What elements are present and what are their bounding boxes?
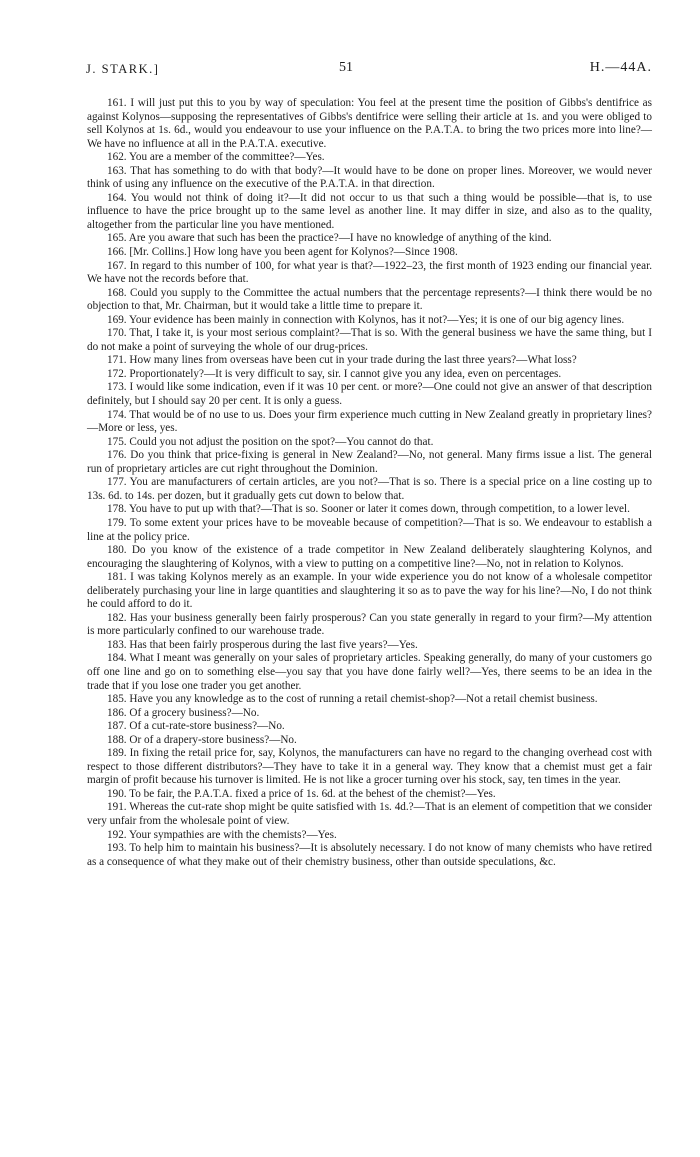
- paragraph-175: 175. Could you not adjust the position on the spot?—You cannot do that.: [107, 435, 434, 448]
- paragraph-192: 192. Your sympathies are with the chemists?—Yes.: [107, 828, 337, 841]
- paragraph-184: 184. What I meant was generally on your sales of proprietary articles. Speaking generally, do many of your customers go off one line and go on to something else—you say that you have done fairly well?—Yes, there seems to be an idea in the trade that if you lose one trader you get another.: [87, 652, 652, 692]
- paragraph-174: 174. That would be of no use to us. Does your firm experience much cutting in New Zealand greatly in proprietary lines?—More or less, yes.: [87, 408, 652, 435]
- paragraph-165: 165. Are you aware that such has been the practice?—I have no knowledge of anything of the kind.: [107, 232, 552, 245]
- paragraph-182: 182. Has your business generally been fairly prosperous? Can you state generally in regard to your firm?—My attention is more particularly confined to our warehouse trade.: [87, 611, 652, 638]
- paragraph-193: 193. To help him to maintain his business?—It is absolutely necessary. I do not know of many chemists who have retired as a consequence of what they make out of their chemistry business, other than outside speculations, &c.: [87, 842, 652, 868]
- paragraph-171: 171. How many lines from overseas have been cut in your trade during the last three years?—What loss?: [107, 354, 577, 367]
- paragraph-163: 163. That has something to do with that body?—It would have to be done on proper lines. Moreover, we would never think of using any influence on the executive of the P.A.T.A. in that direction.: [87, 164, 652, 191]
- paragraph-170: 170. That, I take it, is your most serious complaint?—That is so. With the general business we have the same thing, but I do not make a point of surveying the whole of our drug-prices.: [87, 327, 652, 353]
- evidence-text: [87, 97, 652, 869]
- paper-reference: H.—44A.: [589, 60, 652, 75]
- paragraph-179: 179. To some extent your prices have to be moveable because of competition?—That is so. We endeavour to establish a line at the policy price.: [87, 516, 652, 543]
- page-number: 51: [339, 60, 353, 75]
- paragraph-167: 167. In regard to this number of 100, for what year is that?—1922–23, the first month of 1923 ending our financial year. We have not the records before that.: [87, 259, 652, 286]
- paragraph-191: 191. Whereas the cut-rate shop might be quite satisfied with 1s. 4d.?—That is an element of competition that we consider very unfair from the wholesale point of view.: [87, 801, 652, 827]
- paragraph-162: 162. You are a member of the committee?—Yes.: [107, 151, 325, 164]
- paragraph-169: 169. Your evidence has been mainly in connection with Kolynos, has it not?—Yes; it is one of our big agency lines.: [107, 313, 625, 326]
- paragraph-173: 173. I would like some indication, even if it was 10 per cent. or more?—One could not give an answer of that description definitely, but I should say 20 per cent. It is only a guess.: [87, 381, 652, 408]
- paragraph-177: 177. You are manufacturers of certain articles, are you not?—That is so. There is a special price on a line costing up to 13s. 6d. to 14s. per dozen, but it gradually gets cut down to below that.: [87, 476, 652, 502]
- paragraph-166: 166. [Mr. Collins.] How long have you been agent for Kolynos?—Since 1908.: [107, 246, 458, 259]
- paragraph-181: 181. I was taking Kolynos merely as an example. In your wide experience you do not know of a wholesale competitor deliberately purchasing your line in large quantities and slaughtering it so as to pave the way for his line?—No, I do not think he could afford to do it.: [87, 571, 652, 611]
- paragraph-164: 164. You would not think of doing it?—It did not occur to us that such a thing would be possible—that is, to use influence to have the price brought up to the same level as another line. It may differ in size, and also as to the quality, altogether from the particular line you have mentioned.: [87, 191, 652, 231]
- paragraph-190: 190. To be fair, the P.A.T.A. fixed a price of 1s. 6d. at the behest of the chemist?—Yes.: [107, 787, 496, 800]
- paragraph-180: 180. Do you know of the existence of a trade competitor in New Zealand deliberately slaughtering Kolynos, and encouraging the slaughtering of Kolynos, with a view to putting on a competitive line?—No, not in relation to Kolynos.: [87, 544, 652, 570]
- paragraph-168: 168. Could you supply to the Committee the actual numbers that the percentage represents?—I think there would be no objection to that, Mr. Chairman, but it would take a little time to prepare it.: [87, 286, 652, 313]
- paragraph-185: 185. Have you any knowledge as to the cost of running a retail chemist-shop?—Not a retail chemist business.: [107, 693, 598, 706]
- header-witness: J. STARK.]: [86, 62, 160, 76]
- paragraph-189: 189. In fixing the retail price for, say, Kolynos, the manufacturers can have no regard to the changing overhead cost with respect to those different distributors?—They have to take it in a general way. They know that a chemist must get a fair margin of profit because his turnover is limited. He is not like a grocer turning over his stock, say, ten times in the year.: [87, 747, 652, 787]
- paragraph-178: 178. You have to put up with that?—That is so. Sooner or later it comes down, through competition, to a lower level.: [107, 503, 630, 516]
- paragraph-183: 183. Has that been fairly prosperous during the last five years?—Yes.: [107, 638, 418, 651]
- paragraph-172: 172. Proportionately?—It is very difficult to say, sir. I cannot give you any idea, even on percentages.: [107, 367, 562, 380]
- paragraph-186: 186. Of a grocery business?—No.: [107, 706, 260, 719]
- paragraph-176: 176. Do you think that price-fixing is general in New Zealand?—No, not general. Many firms issue a list. The general run of proprietary articles are cut right throughout the Dominion.: [87, 449, 652, 475]
- page-header: [86, 60, 652, 80]
- paragraph-187: 187. Of a cut-rate-store business?—No.: [107, 720, 285, 733]
- paragraph-188: 188. Or of a drapery-store business?—No.: [107, 733, 297, 746]
- paragraph-161: 161. I will just put this to you by way of speculation: You feel at the present time the position of Gibbs's dentifrice as against Kolynos—supposing the representatives of Gibbs's dentifrice were selling their article at 1s. and you were obliged to sell Kolynos at 1s. 6d., would you endeavour to use your influence on the P.A.T.A. to bring the two prices more into line?—We have no influence at all in the P.A.T.A. executive.: [87, 97, 652, 150]
